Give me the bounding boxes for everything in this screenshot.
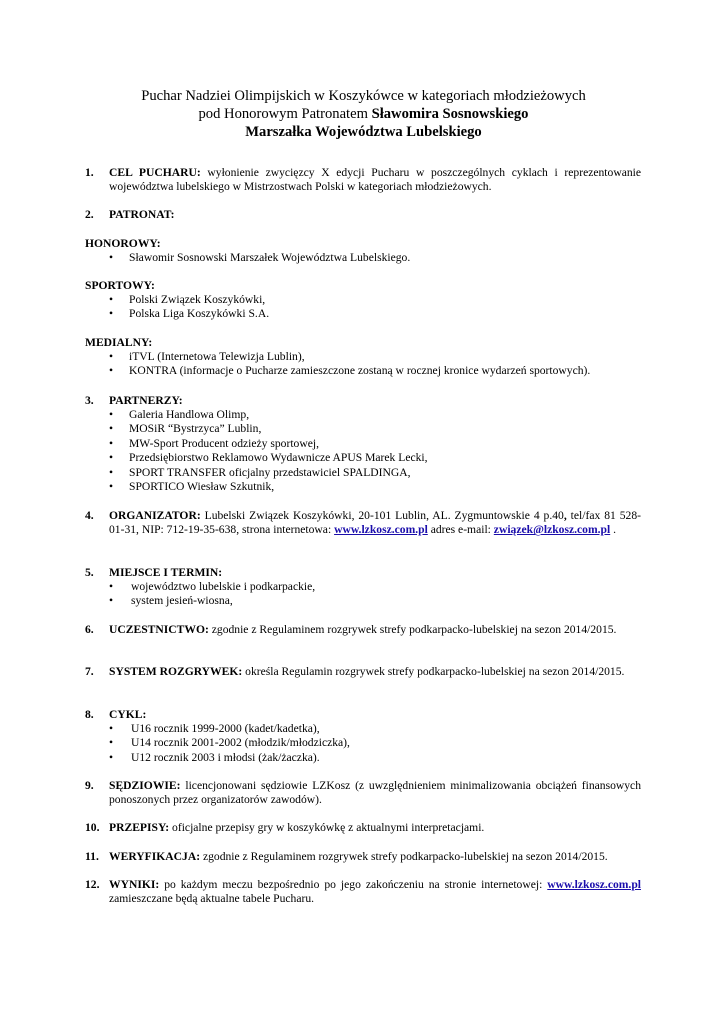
section-body <box>109 779 641 808</box>
email-link[interactable]: związek@lzkosz.com.pl <box>493 523 611 537</box>
section-body <box>109 208 641 222</box>
results-text: po każdym meczu bezpośrednio po jego zakończeniu na stronie internetowej: <box>159 878 548 891</box>
section-label: SĘDZIOWIE: <box>109 779 181 792</box>
website-link[interactable]: www.lzkosz.com.pl <box>334 523 428 537</box>
website-link[interactable]: www.lzkosz.com.pl <box>547 878 641 891</box>
section-label: CYKL: <box>109 708 147 721</box>
section-label: SYSTEM ROZGRYWEK: <box>109 665 243 678</box>
list-item: • SPORTICO Wiesław Szkutnik, <box>85 480 428 494</box>
section-number: 7. <box>85 665 94 678</box>
medialny-label: MEDIALNY: <box>85 336 153 349</box>
list-item: • U16 rocznik 1999-2000 (kadet/kadetka), <box>85 722 350 736</box>
section-body <box>109 708 641 722</box>
organizer-email-label: adres e-mail: <box>427 523 494 537</box>
patron-name: Sławomira Sosnowskiego <box>371 106 529 122</box>
section-text: zgodnie z Regulaminem rozgrywek strefy podkarpacko-lubelskiej na sezon 2014/2015. <box>200 850 608 863</box>
section-body <box>109 166 641 195</box>
section-4 <box>85 509 641 538</box>
title-line-3: Marszałka Województwa Lubelskiego <box>245 124 482 140</box>
section-text: zgodnie z Regulaminem rozgrywek strefy podkarpacko-lubelskiej na sezon 2014/2015. <box>208 623 617 636</box>
list-item: • U14 rocznik 2001-2002 (młodzik/młodziczka), <box>85 736 350 750</box>
section-10 <box>85 821 641 835</box>
section-label: MIEJSCE I TERMIN: <box>109 566 223 579</box>
section-label: WYNIKI: <box>109 878 160 891</box>
section-number: 5. <box>85 566 94 579</box>
section-number: 3. <box>85 394 94 407</box>
organizer-address: Lubelski Związek Koszykówki, 20-101 Lublin, AL. Zygmuntowskie 4 p.40 <box>200 509 564 522</box>
list-item: • SPORT TRANSFER oficjalny przedstawiciel SPALDINGA, <box>85 466 428 480</box>
partners-list <box>85 408 428 494</box>
list-item: • system jesień-wiosna, <box>85 594 315 608</box>
section-text: określa Regulamin rozgrywek strefy podkarpacko-lubelskiej na sezon 2014/2015. <box>242 665 625 678</box>
section-body <box>109 850 641 864</box>
section-text: oficjalne przepisy gry w koszykówkę z aktualnymi interpretacjami. <box>169 821 485 834</box>
place-list <box>85 580 315 609</box>
section-1 <box>85 166 641 195</box>
section-number: 11. <box>85 850 99 863</box>
list-item: • U12 rocznik 2003 i młodsi (żak/żaczka). <box>85 751 350 765</box>
sportowy-list <box>85 293 269 322</box>
section-number: 2. <box>85 208 94 221</box>
list-item: • Polska Liga Koszykówki S.A. <box>85 307 269 321</box>
section-body <box>109 665 641 679</box>
section-5 <box>85 566 641 580</box>
section-body <box>109 566 641 580</box>
list-item: • MW-Sport Producent odzieży sportowej, <box>85 437 428 451</box>
organizer-comma: , <box>563 509 567 522</box>
section-2 <box>85 208 641 222</box>
section-number: 1. <box>85 166 94 179</box>
section-number: 9. <box>85 779 94 792</box>
section-text: licencjonowani sędziowie LZKosz (z uwzględnieniem minimalizowania obciążeń finansowych ponoszonych przez organizatorów zawodów). <box>109 779 641 807</box>
list-item: • Polski Związek Koszykówki, <box>85 293 269 307</box>
section-number: 10. <box>85 821 100 834</box>
list-item: • iTVL (Internetowa Telewizja Lublin), <box>85 350 590 364</box>
section-11 <box>85 850 641 864</box>
list-item: • województwo lubelskie i podkarpackie, <box>85 580 315 594</box>
organizer-contact: tel/fax 81 528-01-31, NIP: 712-19-35-638, strona internetowa: <box>109 509 641 537</box>
section-body <box>109 821 641 835</box>
organizer-end: . <box>610 523 616 537</box>
section-body <box>109 623 641 637</box>
section-label: PRZEPISY: <box>109 821 170 834</box>
section-number: 4. <box>85 509 94 522</box>
section-number: 6. <box>85 623 94 636</box>
section-body <box>109 394 641 408</box>
section-6 <box>85 623 641 637</box>
title-line-1: Puchar Nadziei Olimpijskich w Koszykówce w kategoriach młodzieżowych <box>141 88 586 104</box>
section-7 <box>85 665 641 679</box>
cycle-list <box>85 722 350 765</box>
list-item: • Przedsiębiorstwo Reklamowo Wydawnicze APUS Marek Lecki, <box>85 451 428 465</box>
results-text-end: zamieszczane będą aktualne tabele Pucharu. <box>109 892 315 906</box>
section-9 <box>85 779 641 808</box>
section-label: CEL PUCHARU: <box>109 166 201 179</box>
section-label: PARTNERZY: <box>109 394 183 407</box>
honorowy-label: HONOROWY: <box>85 237 161 250</box>
honorowy-list <box>85 251 410 265</box>
section-label: ORGANIZATOR: <box>109 509 201 522</box>
section-text: wyłonienie zwycięzcy X edycji Pucharu w poszczególnych cyklach i reprezentowanie województwa lubelskiego w Mistrzostwach Polski w kategoriach młodzieżowych. <box>109 166 642 194</box>
section-body <box>109 509 641 538</box>
sportowy-label: SPORTOWY: <box>85 279 155 292</box>
list-item: • MOSiR “Bystrzyca” Lublin, <box>85 422 428 436</box>
section-3 <box>85 394 641 408</box>
list-item: • Sławomir Sosnowski Marszałek Województwa Lubelskiego. <box>85 251 410 265</box>
list-item: • Galeria Handlowa Olimp, <box>85 408 428 422</box>
title-line-2-prefix: pod Honorowym Patronatem <box>198 106 372 122</box>
section-number: 8. <box>85 708 94 721</box>
list-item: • KONTRA (informacje o Pucharze zamieszczone zostaną w rocznej kronice wydarzeń sportowych). <box>85 364 590 378</box>
section-body <box>109 878 641 907</box>
section-label: PATRONAT: <box>109 208 175 221</box>
section-8 <box>85 708 641 722</box>
section-label: WERYFIKACJA: <box>109 850 201 863</box>
section-label: UCZESTNICTWO: <box>109 623 209 636</box>
section-12 <box>85 878 641 907</box>
title-line-2 <box>0 106 727 123</box>
section-number: 12. <box>85 878 100 891</box>
medialny-list <box>85 350 590 379</box>
